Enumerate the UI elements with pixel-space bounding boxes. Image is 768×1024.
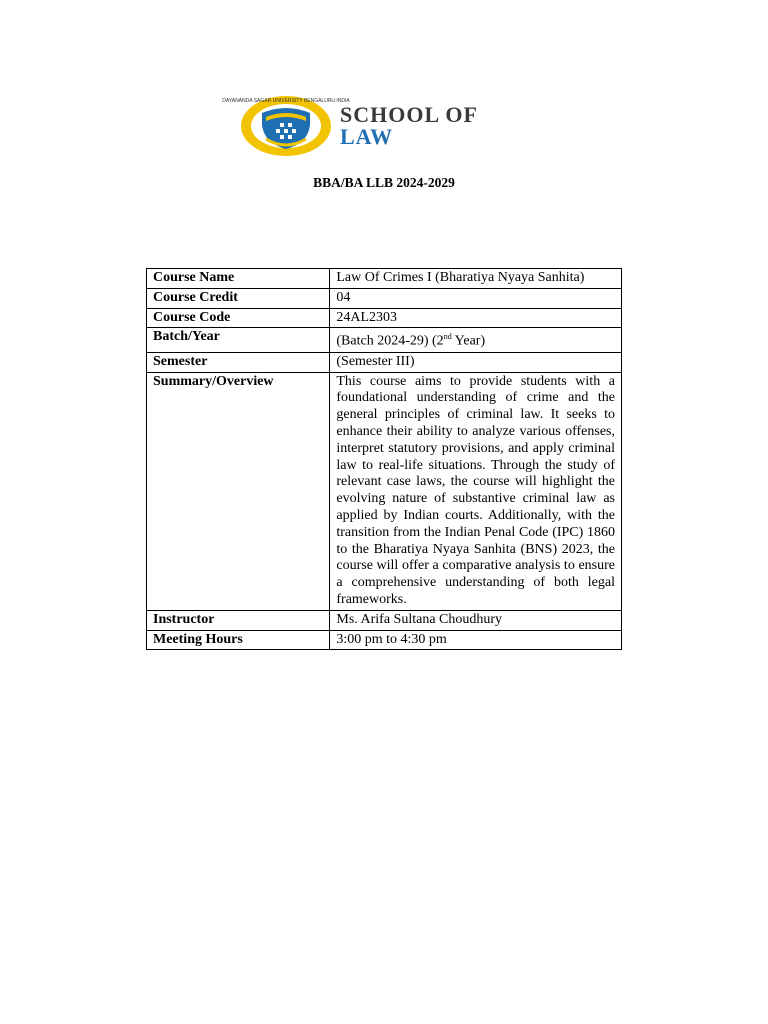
table-row [147, 372, 622, 610]
instructor-label: Instructor [147, 610, 330, 630]
table-row [147, 352, 622, 372]
course-details-table [146, 268, 622, 650]
course-code-label: Course Code [147, 308, 330, 328]
semester-value: (Semester III) [330, 352, 622, 372]
summary-label: Summary/Overview [147, 372, 330, 610]
semester-label: Semester [147, 352, 330, 372]
table-row [147, 610, 622, 630]
table-row [147, 308, 622, 328]
logo-school-of: SCHOOL OF [340, 102, 478, 127]
seal-text: DAYANANDA SAGAR UNIVERSITY BENGALURU INDIA [222, 98, 350, 104]
summary-value: This course aims to provide students with a foundational understanding of crime and the general principles of criminal law. It seeks to enhance their ability to analyze various offenses, interpret statutory provisions, and apply criminal law to real-life situations. Through the study of relevant case laws, the course will highlight the evolving nature of substantive criminal law as applied by Indian courts. Additionally, with the transition from the Indian Penal Code (IPC) 1860 to the Bharatiya Nyaya Sanhita (BNS) 2023, the course will offer a comparative analysis to ensure a comprehensive understanding of both legal frameworks. [330, 372, 622, 610]
batch-year-ordinal: nd [443, 332, 452, 342]
table-row [147, 630, 622, 650]
university-seal-icon [222, 95, 350, 157]
program-title: BBA/BA LLB 2024-2029 [313, 175, 455, 190]
table-row [147, 269, 622, 289]
course-code-value: 24AL2303 [330, 308, 622, 328]
batch-year-suffix: Year) [451, 334, 486, 350]
course-name-value: Law Of Crimes I (Bharatiya Nyaya Sanhita) [330, 269, 622, 289]
course-credit-value: 04 [330, 288, 622, 308]
instructor-value: Ms. Arifa Sultana Choudhury [330, 610, 622, 630]
batch-year-value [330, 328, 622, 352]
school-logo [222, 95, 530, 157]
meeting-hours-label: Meeting Hours [147, 630, 330, 650]
batch-year-label: Batch/Year [147, 328, 330, 352]
course-credit-label: Course Credit [147, 288, 330, 308]
table-row [147, 328, 622, 352]
batch-year-prefix: (Batch 2024-29) (2 [336, 334, 444, 350]
meeting-hours-value: 3:00 pm to 4:30 pm [330, 630, 622, 650]
table-row [147, 288, 622, 308]
logo-law: LAW [340, 124, 394, 149]
course-name-label: Course Name [147, 269, 330, 289]
